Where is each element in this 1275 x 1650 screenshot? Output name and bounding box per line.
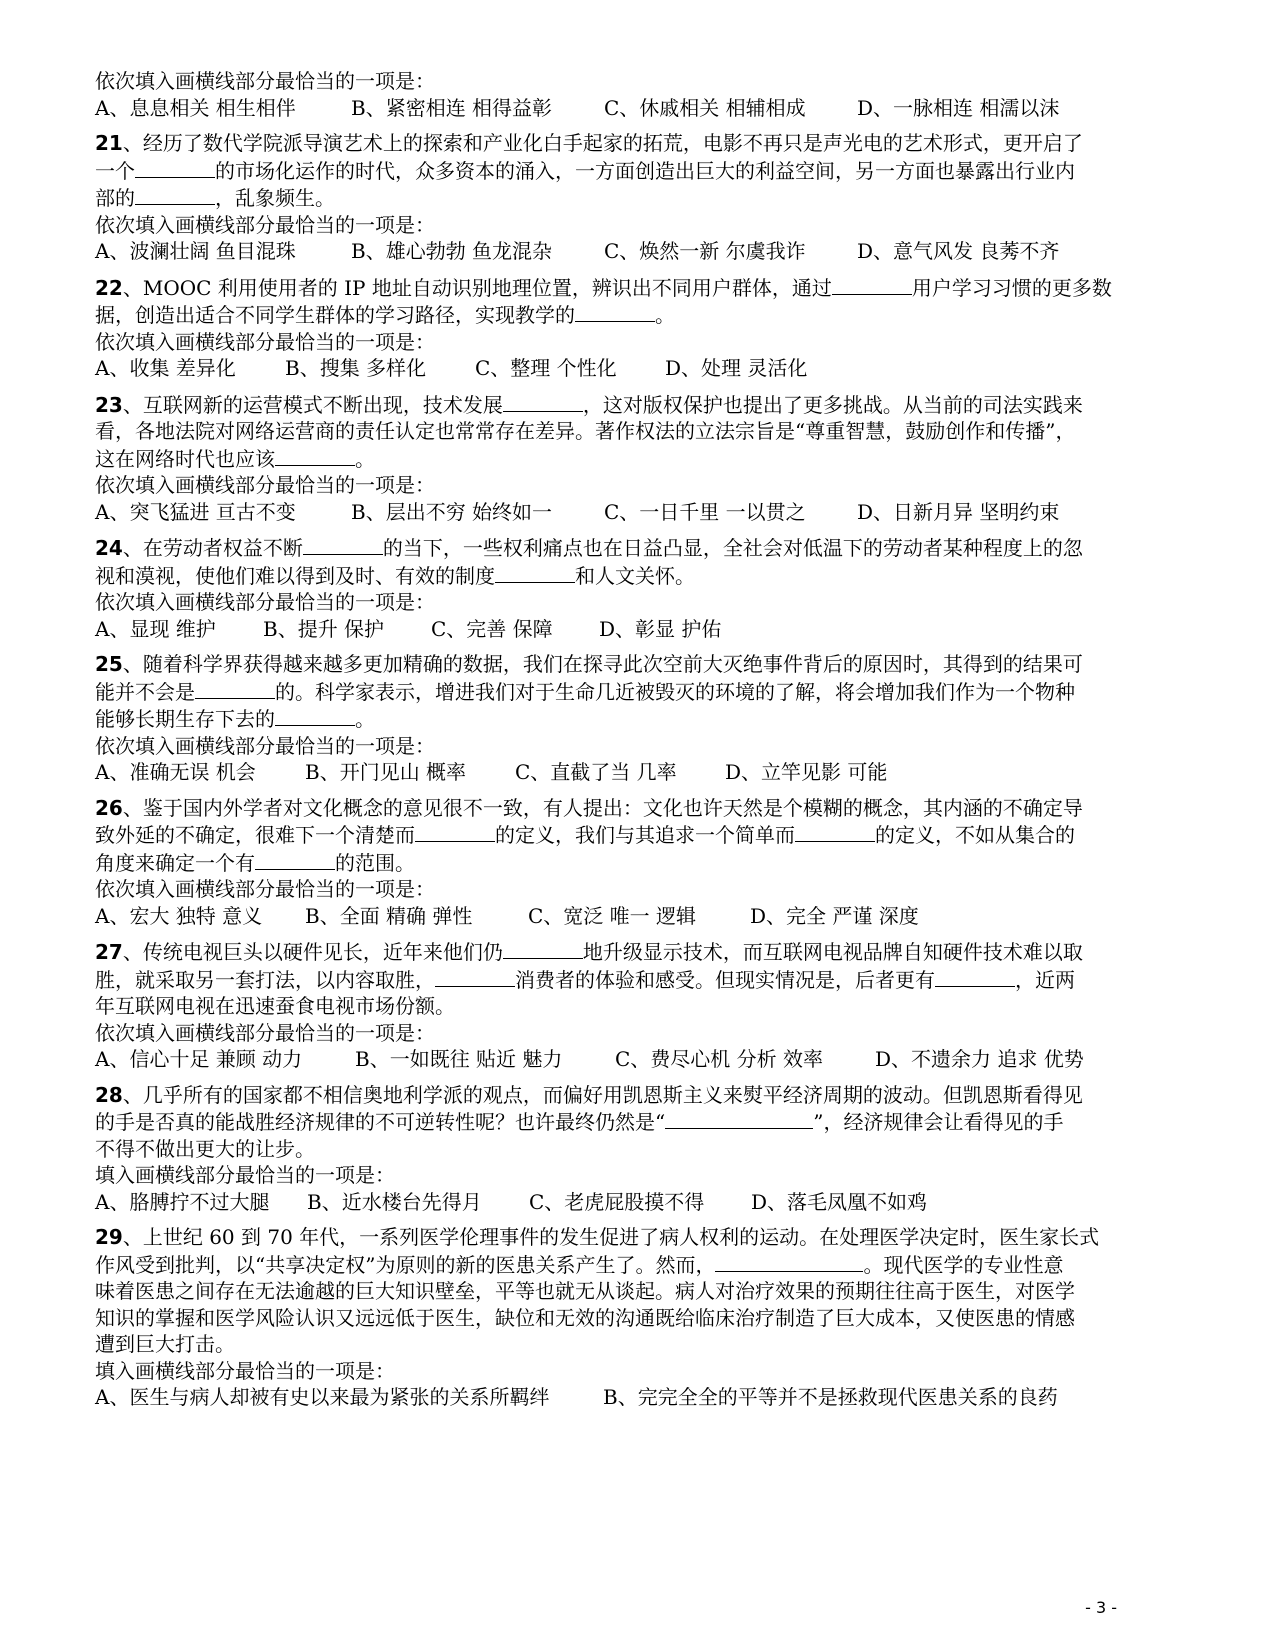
option-b: B、紧密相连 相得益彰 <box>351 95 553 120</box>
question-text: 视和漠视，使他们难以得到及时、有效的制度 <box>95 563 495 588</box>
answer-blank <box>935 966 1015 987</box>
option-c: C、直截了当 几率 <box>515 760 677 784</box>
answer-options <box>95 355 1175 382</box>
answer-blank <box>503 938 583 959</box>
answer-options <box>95 903 1175 930</box>
question-block <box>95 68 1175 121</box>
question-text: 不得不做出更大的让步。 <box>95 1136 315 1161</box>
answer-blank <box>415 821 495 842</box>
answer-blank <box>665 1108 813 1129</box>
question-block <box>95 391 1175 526</box>
option-d: D、立竿见影 可能 <box>725 760 888 784</box>
question-number: 23 <box>95 392 123 417</box>
question-line <box>95 418 1175 445</box>
answer-options <box>95 95 1175 122</box>
question-number: 26 <box>95 795 123 820</box>
answer-blank <box>715 1251 863 1272</box>
question-line <box>95 301 1175 329</box>
question-line <box>95 938 1175 966</box>
answer-options <box>95 238 1175 265</box>
question-text: 、互联网新的运营模式不断出现，技术发展 <box>122 392 503 417</box>
question-line <box>95 849 1175 877</box>
question-text: 胜，就采取另一套打法，以内容取胜， <box>95 967 435 992</box>
option-b: B、全面 精确 弹性 <box>305 903 473 928</box>
question-text: ，这对版权保护也提出了更多挑战。从当前的司法实践来 <box>582 392 1083 417</box>
question-line <box>95 445 1175 473</box>
question-block <box>95 938 1175 1073</box>
question-text: 的定义，我们与其追求一个简单而 <box>495 823 795 847</box>
question-prompt: 依次填入画横线部分最恰当的一项是： <box>95 473 435 497</box>
question-text: 。 <box>355 446 375 471</box>
question-text: 看，各地法院对网络运营商的责任认定也常常存在差异。著作权法的立法宗旨是“尊重智慧，鼓励创作和传播”， <box>95 419 1076 443</box>
question-text: 的手是否真的能战胜经济规律的不可逆转性呢？也许最终仍然是“ <box>95 1110 666 1134</box>
option-d: D、意气风发 良莠不齐 <box>857 239 1060 263</box>
question-text: 作风受到批判，以“共享决定权”为原则的新的医患关系产生了。然而， <box>95 1252 716 1277</box>
question-text: 消费者的体验和感受。但现实情况是，后者更有 <box>515 967 935 992</box>
answer-options <box>95 616 1175 643</box>
question-block <box>95 274 1175 382</box>
option-d: D、不遗余力 追求 优势 <box>875 1047 1084 1071</box>
question-text: 用户学习习惯的更多数 <box>911 275 1112 300</box>
answer-options <box>95 759 1175 786</box>
question-text: 和人文关怀。 <box>575 563 695 588</box>
question-line <box>95 1331 1175 1358</box>
answer-blank <box>275 705 355 726</box>
question-text: 、经历了数代学院派导演艺术上的探索和产业化白手起家的拓荒，电影不再只是声光电的艺术形式，更开启了 <box>122 131 1083 155</box>
question-line <box>95 1082 1175 1109</box>
option-b: B、开门见山 概率 <box>305 760 467 784</box>
option-c: C、焕然一新 尔虞我诈 <box>604 239 806 263</box>
option-c: C、费尽心机 分析 效率 <box>615 1047 824 1071</box>
question-line <box>95 562 1175 590</box>
question-line <box>95 1305 1175 1332</box>
question-text: 。 <box>655 303 675 327</box>
option-b: B、一如既往 贴近 魅力 <box>355 1047 563 1071</box>
question-text: ，乱象频生。 <box>215 186 335 210</box>
option-c: C、一日千里 一以贯之 <box>604 499 806 524</box>
question-text: 的定义，不如从集合的 <box>875 823 1075 847</box>
question-line <box>95 678 1175 706</box>
answer-blank <box>303 534 383 555</box>
question-line <box>95 130 1175 157</box>
question-text: 角度来确定一个有 <box>95 850 255 875</box>
option-a: A、显现 维护 <box>95 616 216 641</box>
question-number: 27 <box>95 940 123 964</box>
question-line <box>95 651 1175 678</box>
option-d: D、彰显 护佑 <box>599 616 722 641</box>
question-line <box>95 274 1175 302</box>
question-text: 致外延的不确定，很难下一个清楚而 <box>95 823 415 847</box>
answer-blank <box>255 849 335 870</box>
question-text: 这在网络时代也应该 <box>95 446 275 471</box>
option-b: B、提升 保护 <box>263 616 385 641</box>
question-line <box>95 1251 1175 1279</box>
question-line <box>95 705 1175 733</box>
question-text: 能并不会是 <box>95 679 195 704</box>
question-line <box>95 391 1175 419</box>
option-a: A、准确无误 机会 <box>95 760 256 784</box>
question-text: ”，经济规律会让看得见的手 <box>813 1110 1064 1134</box>
question-line <box>95 993 1175 1020</box>
question-text: 、在劳动者权益不断 <box>122 536 303 560</box>
answer-blank <box>135 157 215 178</box>
answer-blank <box>135 184 215 205</box>
question-block <box>95 795 1175 930</box>
option-b: B、完完全全的平等并不是拯救现代医患关系的良药 <box>603 1385 1058 1409</box>
question-prompt: 依次填入画横线部分最恰当的一项是： <box>95 590 435 614</box>
question-text: 的当下，一些权利痛点也在日益凸显，全社会对低温下的劳动者某种程度上的忽 <box>382 536 1083 560</box>
option-c: C、老虎屁股摸不得 <box>529 1189 705 1214</box>
question-text: 。现代医学的专业性意 <box>863 1252 1064 1277</box>
option-c: C、休戚相关 相辅相成 <box>604 95 806 120</box>
question-text: 遭到巨大打击。 <box>95 1332 235 1356</box>
question-block <box>95 651 1175 786</box>
question-text: ，近两 <box>1015 967 1075 992</box>
question-prompt: 依次填入画横线部分最恰当的一项是： <box>95 69 435 93</box>
question-text: 知识的掌握和医学风险认识又远远低于医生，缺位和无效的沟通既给临床治疗制造了巨大成本，又使医患的情感 <box>95 1305 1075 1330</box>
question-line <box>95 534 1175 562</box>
question-block <box>95 1082 1175 1216</box>
question-prompt: 填入画横线部分最恰当的一项是： <box>95 1163 395 1187</box>
answer-blank <box>503 391 583 412</box>
question-line <box>95 966 1175 994</box>
question-text: 据，创造出适合不同学生群体的学习路径，实现教学的 <box>95 303 575 327</box>
answer-blank <box>495 562 575 583</box>
option-c: C、宽泛 唯一 逻辑 <box>528 903 697 928</box>
question-prompt: 依次填入画横线部分最恰当的一项是： <box>95 877 435 901</box>
question-prompt: 依次填入画横线部分最恰当的一项是： <box>95 733 435 758</box>
question-text: 年互联网电视在迅速蚕食电视市场份额。 <box>95 994 455 1018</box>
question-text: 。 <box>355 707 375 731</box>
option-d: D、落毛凤凰不如鸡 <box>751 1189 928 1214</box>
option-c: C、完善 保障 <box>431 616 553 641</box>
question-prompt: 填入画横线部分最恰当的一项是： <box>95 1358 395 1383</box>
question-block <box>95 534 1175 642</box>
question-text: 的。科学家表示，增进我们对于生命几近被毁灭的环境的了解，将会增加我们作为一个物种 <box>275 679 1075 704</box>
option-d: D、日新月异 坚明约束 <box>857 499 1060 524</box>
document-page <box>95 68 1175 1411</box>
answer-blank <box>832 274 912 295</box>
question-line <box>95 184 1175 212</box>
option-a: A、突飞猛进 亘古不变 <box>95 499 296 524</box>
answer-blank <box>435 966 515 987</box>
answer-options <box>95 1189 1175 1216</box>
option-a: A、信心十足 兼顾 动力 <box>95 1047 303 1071</box>
question-text: 、随着科学界获得越来越多更加精确的数据，我们在探寻此次空前大灭绝事件背后的原因时，其得到的结果可 <box>122 652 1083 676</box>
question-number: 24 <box>95 536 123 560</box>
question-prompt: 依次填入画横线部分最恰当的一项是： <box>95 212 435 237</box>
question-prompt: 依次填入画横线部分最恰当的一项是： <box>95 329 435 354</box>
question-text: 、上世纪 60 到 70 年代，一系列医学伦理事件的发生促进了病人权利的运动。在处理医学决定时，医生家长式 <box>122 1225 1100 1249</box>
answer-blank <box>795 821 875 842</box>
question-line <box>95 1108 1175 1136</box>
question-number: 25 <box>95 652 123 676</box>
question-line <box>95 795 1175 822</box>
question-prompt: 依次填入画横线部分最恰当的一项是： <box>95 1020 435 1045</box>
question-text: 的市场化运作的时代，众多资本的涌入，一方面创造出巨大的利益空间，另一方面也暴露出行业内 <box>215 158 1075 183</box>
answer-options <box>95 1384 1175 1411</box>
answer-blank <box>275 445 355 466</box>
question-text: 的范围。 <box>335 850 415 875</box>
question-text: 一个 <box>95 158 135 183</box>
question-block <box>95 1224 1175 1411</box>
question-text: 部的 <box>95 186 135 210</box>
option-a: A、波澜壮阔 鱼目混珠 <box>95 239 296 263</box>
answer-options <box>95 1046 1175 1073</box>
question-text: 、鉴于国内外学者对文化概念的意见很不一致，有人提出：文化也许天然是个模糊的概念，其内涵的不确定导 <box>122 795 1083 820</box>
question-text: 、几乎所有的国家都不相信奥地利学派的观点，而偏好用凯恩斯主义来熨平经济周期的波动。但凯恩斯看得见 <box>122 1082 1083 1107</box>
option-b: B、近水楼台先得月 <box>307 1189 482 1214</box>
option-a: A、宏大 独特 意义 <box>95 903 263 928</box>
page-number: - 3 - <box>1085 1598 1117 1617</box>
question-line <box>95 821 1175 849</box>
option-b: B、搜集 多样化 <box>285 356 427 380</box>
question-line <box>95 1224 1175 1251</box>
question-text: 能够长期生存下去的 <box>95 707 275 731</box>
question-block <box>95 130 1175 265</box>
option-a: A、息息相关 相生相伴 <box>95 95 296 120</box>
option-d: D、一脉相连 相濡以沫 <box>857 95 1060 120</box>
option-d: D、处理 灵活化 <box>665 356 808 380</box>
option-a: A、医生与病人却被有史以来最为紧张的关系所羁绊 <box>95 1385 550 1409</box>
option-b: B、层出不穷 始终如一 <box>351 499 553 524</box>
answer-blank <box>195 678 275 699</box>
option-b: B、雄心勃勃 鱼龙混杂 <box>351 239 553 263</box>
question-number: 29 <box>95 1225 123 1249</box>
question-number: 21 <box>95 131 123 155</box>
option-d: D、完全 严谨 深度 <box>750 903 919 928</box>
answer-options <box>95 499 1175 526</box>
option-c: C、整理 个性化 <box>475 356 617 380</box>
question-line <box>95 1136 1175 1163</box>
option-a: A、收集 差异化 <box>95 356 236 380</box>
question-line <box>95 1278 1175 1305</box>
question-number: 22 <box>95 275 123 300</box>
question-number: 28 <box>95 1082 123 1107</box>
question-line <box>95 157 1175 185</box>
answer-blank <box>575 301 655 322</box>
question-text: 味着医患之间存在无法逾越的巨大知识壁垒，平等也就无从谈起。病人对治疗效果的预期往往高于医生，对医学 <box>95 1279 1075 1303</box>
question-text: 地升级显示技术，而互联网电视品牌自知硬件技术难以取 <box>582 940 1083 964</box>
question-text: 、MOOC 利用使用者的 IP 地址自动识别地理位置，辨识出不同用户群体，通过 <box>122 275 832 300</box>
option-a: A、胳膊拧不过大腿 <box>95 1189 270 1214</box>
question-text: 、传统电视巨头以硬件见长，近年来他们仍 <box>122 940 503 964</box>
